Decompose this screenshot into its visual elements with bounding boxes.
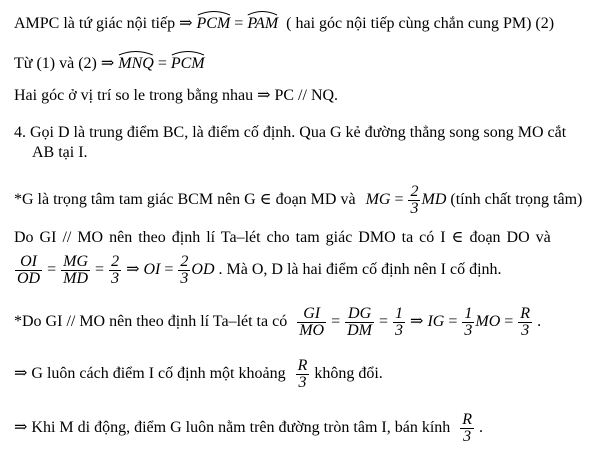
line-7: $\frac{OI}{OD}$ = $\frac{MG}{MD}$ = $\frac{2}{3}$ ⇒ OI = $\frac{2}{3}$ OD . Mà O, D là hai điểm cố định nên I cố định. bbox=[17, 252, 502, 287]
line-10-text: ⇒ Khi M di động, điểm G luôn nằm trên đường tròn tâm I, bán kính bbox=[14, 419, 451, 436]
line-9: ⇒ G luôn cách điểm I cố định một khoảng $\frac{R}{3}$ không đổi. bbox=[14, 356, 383, 391]
line-2-text: Từ (1) và (2) ⇒ bbox=[14, 55, 115, 72]
fraction-mg-md: $\frac{MG}{MD}$ bbox=[63, 252, 89, 287]
line-5: *G là trọng tâm tam giác BCM nên G ∈ đoạn MD và MG = $\frac{2}{3}$ MD (tính chất trọng tâm) bbox=[14, 182, 583, 217]
fraction-gi-mo: $\frac{GI}{MO}$ bbox=[299, 304, 325, 339]
line-2: Từ (1) và (2) ⇒ MNQ = PCM bbox=[14, 50, 205, 74]
line-9-text: ⇒ G luôn cách điểm I cố định một khoảng bbox=[14, 365, 286, 382]
line-8: *Do GI // MO nên theo định lí Ta–lét ta có $\frac{GI}{MO}$ = $\frac{DG}{DM}$ = $\frac{1}{3}$ ⇒ IG = $\frac{1}{3}$ MO = $\frac{R}{3}$ . bbox=[14, 304, 542, 339]
line-4b: AB tại I. bbox=[32, 144, 88, 161]
fraction-2-3: $\frac{2}{3}$ bbox=[180, 252, 189, 287]
line-1: AMPC là tứ giác nội tiếp ⇒ PCM = PAM ( hai góc nội tiếp cùng chắn cung PM) (2) bbox=[14, 10, 554, 34]
fraction-1-3: $\frac{1}{3}$ bbox=[464, 304, 473, 339]
fraction-oi-od: $\frac{OI}{OD}$ bbox=[17, 252, 41, 287]
line-3: Hai góc ở vị trí so le trong bằng nhau ⇒ PC // NQ. bbox=[14, 87, 339, 104]
line-6: Do GI // MO nên theo định lí Ta–lét cho tam giác DMO ta có I ∈ đoạn DO và bbox=[14, 229, 551, 246]
fraction-dg-dm: $\frac{DG}{DM}$ bbox=[347, 304, 373, 339]
line-8-text: *Do GI // MO nên theo định lí Ta–lét ta có bbox=[14, 313, 288, 330]
fraction-2-3: $\frac{2}{3}$ bbox=[410, 182, 419, 217]
arc-mark-icon bbox=[118, 48, 154, 56]
arc-mark-icon bbox=[197, 8, 231, 16]
fraction-r-3: $\frac{R}{3}$ bbox=[297, 356, 308, 391]
line-1-text: AMPC là tứ giác nội tiếp ⇒ bbox=[14, 15, 193, 32]
arc-mark-icon bbox=[171, 48, 205, 56]
fraction-r-3: $\frac{R}{3}$ bbox=[520, 304, 531, 339]
fraction-2-3: $\frac{2}{3}$ bbox=[111, 252, 120, 287]
angle-pcm: PCM bbox=[197, 10, 231, 34]
line-1-tail: ( hai góc nội tiếp cùng chắn cung PM) (2) bbox=[286, 15, 555, 32]
angle-pam: PAM bbox=[247, 10, 278, 34]
angle-pcm-2: PCM bbox=[171, 50, 205, 74]
line-5-text: *G là trọng tâm tam giác BCM nên G ∈ đoạn MD và bbox=[14, 191, 356, 208]
fraction-1-3: $\frac{1}{3}$ bbox=[395, 304, 404, 339]
arc-mark-icon bbox=[247, 8, 278, 16]
angle-mnq: MNQ bbox=[118, 50, 154, 74]
fraction-r-3: $\frac{R}{3}$ bbox=[462, 410, 473, 445]
line-10: ⇒ Khi M di động, điểm G luôn nằm trên đường tròn tâm I, bán kính $\frac{R}{3}$ . bbox=[14, 410, 484, 445]
line-4a: 4. Gọi D là trung điểm BC, là điểm cố định. Qua G kẻ đường thẳng song song MO cắt bbox=[14, 124, 567, 141]
